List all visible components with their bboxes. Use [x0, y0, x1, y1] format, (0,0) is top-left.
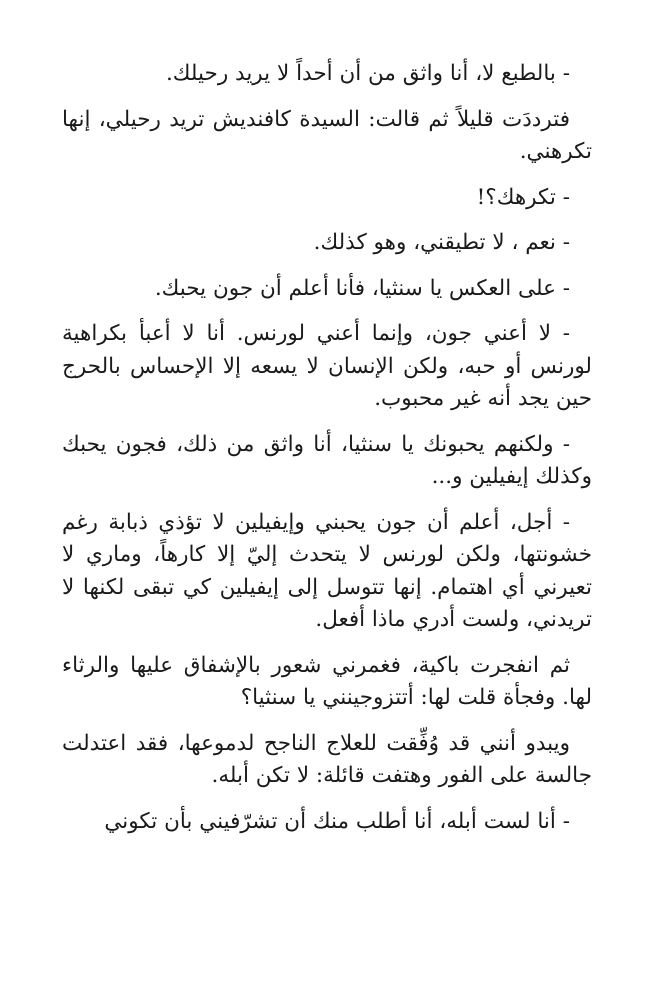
paragraph-2: فترددَت قليلاً ثم قالت: السيدة كافنديش تريد رحيلي، إنها تكرهني. [62, 106, 592, 164]
book-page [62, 58, 592, 851]
paragraph-1: - بالطبع لا، أنا واثق من أن أحداً لا يريد رحيلك. [165, 61, 570, 86]
paragraph-5: - على العكس يا سنثيا، فأنا أعلم أن جون يحبك. [154, 275, 570, 301]
paragraph-7: - ولكنهم يحبونك يا سنثيا، أنا واثق من ذلك، فجون يحبك وكذلك إيفيلين و... [62, 431, 592, 489]
paragraph-11: - أنا لست أبله، أنا أطلب منك أن تشرّفيني بأن تكوني [104, 808, 570, 834]
paragraph-3: - تكرهك؟! [476, 184, 570, 210]
paragraph-4: - نعم ، لا تطيقني، وهو كذلك. [313, 230, 570, 255]
paragraph-9: ثم انفجرت باكية، فغمرني شعور بالإشفاق عليها والرثاء لها. وفجأة قلت لها: أتتزوجينني يا سنثيا؟ [62, 652, 592, 710]
paragraph-8: - أجل، أعلم أن جون يحبني وإيفيلين لا تؤذي ذبابة رغم خشونتها، ولكن لورنس لا يتحدث إليّ إلا كارهاً، وماري لا تعيرني أي اهتمام. إنها تتوسل إلى إيفيلين كي تبقى لكنها لا تريدني، ولست أدري ماذا أفعل. [62, 509, 592, 632]
paragraph-10: ويبدو أنني قد وُفِّقت للعلاج الناجح لدموعها، فقد اعتدلت جالسة على الفور وهتفت قائلة: لا تكن أبله. [62, 730, 592, 788]
paragraph-6: - لا أعني جون، وإنما أعني لورنس. أنا لا أعبأ بكراهية لورنس أو حبه، ولكن الإنسان لا يسعه إلا الإحساس بالحرج حين يجد أنه غير محبوب. [62, 321, 592, 411]
